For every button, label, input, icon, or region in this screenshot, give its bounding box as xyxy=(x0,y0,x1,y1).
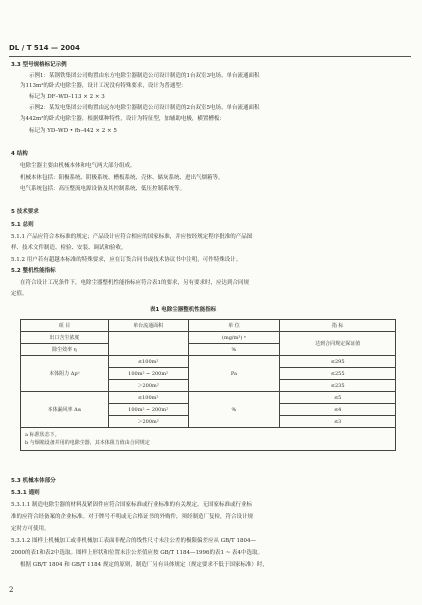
header-area: 单台流通面积 xyxy=(108,320,188,332)
example-2-mark: 标记为 YD–WD • fh–442 × 2 × 5 xyxy=(29,128,117,134)
unit-pa: Pa xyxy=(188,356,280,392)
table-row xyxy=(21,392,396,404)
example-1-line-1: 示例1：某钢铁集团公司购置由东方电除尘器制造公司设计制造的1台双室3电场、单台流通面积 xyxy=(29,73,260,79)
value-cell: ≤255 xyxy=(280,368,396,380)
section-4-title: 4 结构 xyxy=(11,151,28,157)
example-1-line-2: 为113m²的卧式电除尘器，设计工况没有特殊要求，设计为普通型： xyxy=(20,83,187,89)
area-cell: ＞200m² xyxy=(108,380,188,392)
document-header: DL / T 514 — 2004 xyxy=(9,44,80,52)
section-4-line-3: 电气系统包括：高压整流电源设备及其控制系统、低压控制系统等。 xyxy=(20,186,186,192)
header-index: 指 标 xyxy=(280,320,396,332)
note-b: b 与烟箱设备并用的电除尘器，其本体阻力值由合同规定 xyxy=(25,440,150,446)
section-5-title: 5 技术要求 xyxy=(11,209,39,215)
performance-table xyxy=(20,319,396,451)
value-cell: ≤5 xyxy=(280,392,396,404)
area-cell: ≤100m² xyxy=(108,392,188,404)
section-5-3-1-2-line-3: 根据 GB/T 1804 和 GB/T 1184 规定的原则，制造厂另有具体规定（规定要求不低于国家标准）时， xyxy=(20,562,268,568)
table-header-row xyxy=(21,320,396,332)
index-contract: 达到合同规定保证值 xyxy=(280,332,396,356)
section-5-2-title: 5.2 整机性能指标 xyxy=(11,268,56,274)
section-3-3-title: 3.3 型号规格标记示例 xyxy=(11,62,67,68)
area-empty xyxy=(108,332,188,356)
item-efficiency: 除尘效率 η xyxy=(21,344,109,356)
table-caption: 表1 电除尘器整机性能指标 xyxy=(150,307,217,313)
header-rule xyxy=(9,56,411,57)
section-5-1-1-line-1: 5.1.1 产品应符合本标准的规定；产品设计应符合相应的国家标准，并应按经规定程序批准的产品图 xyxy=(11,234,253,240)
area-cell: ≤100m² xyxy=(108,356,188,368)
area-cell: 100m² ~ 200m² xyxy=(108,368,188,380)
header-item: 项 目 xyxy=(21,320,109,332)
section-5-3-1-2-line-2: 2000的表1和表2中选取。图样上形状和位置未注公差值应按 GB/T 1184—1996的表1 ~ 表4中选取。 xyxy=(11,550,264,556)
section-4-line-2: 机械本体包括：阳极系统、阴极系统、槽板系统、壳体、储灰系统、进出气烟箱等。 xyxy=(20,175,224,181)
area-cell: 100m² ~ 200m² xyxy=(108,404,188,416)
section-5-3-1-2-line-1: 5.3.1.2 图样上机械加工或非机械加工表面非配合的线性尺寸未注公差的极限偏差应从 GB/T 1804— xyxy=(11,538,256,544)
section-5-1-title: 5.1 总则 xyxy=(11,222,34,228)
section-4-line-1: 电除尘器主要由机械本体和电气两大部分组成。 xyxy=(20,163,136,169)
section-5-3-1-1-line-3: 定时方可使用。 xyxy=(11,526,50,532)
section-5-3-1-title: 5.3.1 通则 xyxy=(11,490,40,496)
section-5-3-title: 5.3 机械本体部分 xyxy=(11,478,56,484)
table-notes xyxy=(21,428,396,451)
item-outlet-dust: 出口含尘浓度 xyxy=(21,332,109,344)
item-resistance: 本体阻力 Δpᵇ xyxy=(21,356,109,392)
section-5-1-1-line-2: 样、技术文件制造、检验、安装、调试和验收。 xyxy=(11,245,127,251)
section-5-2-line-2: 定值。 xyxy=(11,291,28,297)
item-leakage: 本体漏风率 Δα xyxy=(21,392,109,428)
unit-mg: (mg/m³) ᵃ xyxy=(188,332,280,344)
section-5-3-1-1-line-2: 准的应符合经备案的企业标准。对于牌号不明或无合格证书的外购件，须经制造厂复检，符合设计规 xyxy=(11,514,254,520)
table-notes-row xyxy=(21,428,396,451)
unit-percent: % xyxy=(188,392,280,428)
value-cell: ≤4 xyxy=(280,404,396,416)
example-2-line-2: 为442m²的卧式电除尘器，根据煤种特性，设计为特征型，加辅助电极，横置槽板： xyxy=(20,116,225,122)
header-unit: 单 位 xyxy=(188,320,280,332)
unit-percent: % xyxy=(188,344,280,356)
note-a: a 标准状态下。 xyxy=(25,432,60,438)
table-row xyxy=(21,332,396,344)
value-cell: ≤295 xyxy=(280,356,396,368)
table-row xyxy=(21,356,396,368)
example-2-line-1: 示例2：某发电集团公司购置由远东电除尘器制造公司设计制造的2台双室5电场、单台流通面积 xyxy=(29,105,260,111)
section-5-3-1-1-line-1: 5.3.1.1 制造电除尘器的材料及紧固件应符合国家标准或行业标准的有关规定。无国家标准或行业标 xyxy=(11,502,252,508)
example-1-mark: 标记为 DF–WD–113 × 2 × 3 xyxy=(29,94,105,100)
value-cell: ≤3 xyxy=(280,416,396,428)
section-5-2-line-1: 在符合设计工况条件下，电除尘器整机性能指标应符合表1的要求，另有要求时，应达到合同规 xyxy=(20,280,250,286)
area-cell: ＞200m² xyxy=(108,416,188,428)
value-cell: ≤235 xyxy=(280,380,396,392)
section-5-1-2: 5.1.2 用户若有超越本标准的特殊要求，应在订货合同书或技术协议书中注明，可作特殊设计。 xyxy=(11,257,242,263)
page-number: 2 xyxy=(9,586,14,594)
